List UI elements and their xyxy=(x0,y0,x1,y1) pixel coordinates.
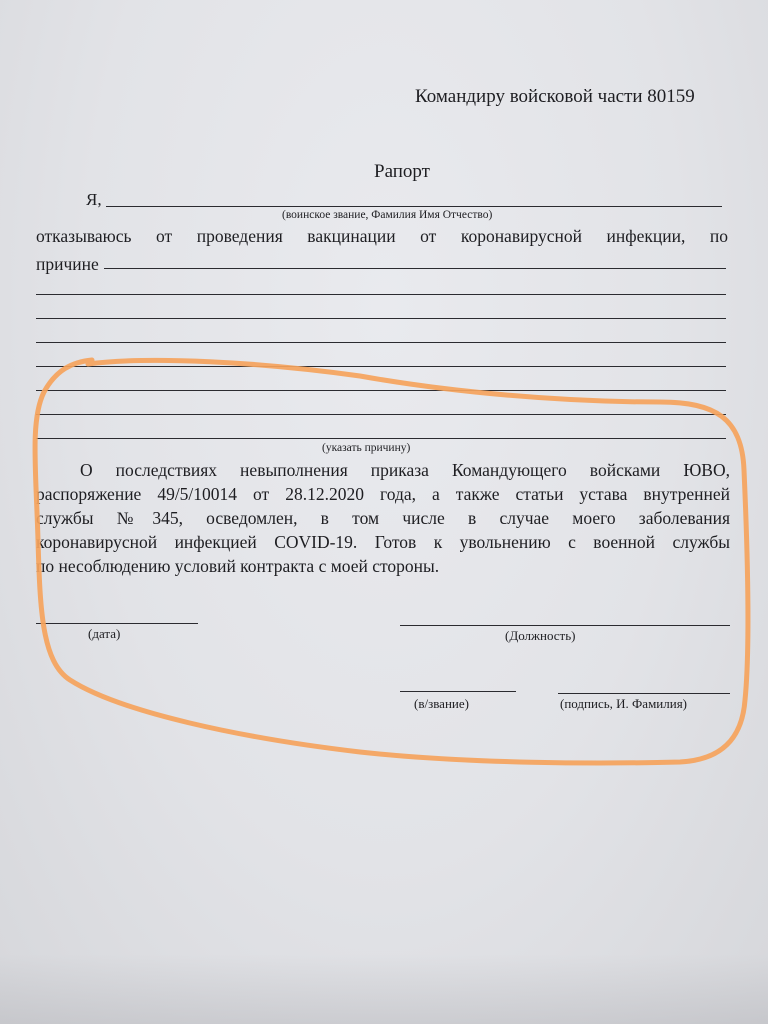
signature-caption: (подпись, И. Фамилия) xyxy=(560,696,688,711)
addressee: Командиру войсковой части 80159 xyxy=(415,86,695,107)
reason-label: причине xyxy=(36,254,99,274)
reason-caption: (указать причину) xyxy=(322,442,411,454)
highlighter-stroke xyxy=(35,360,748,763)
paragraph-line: службы №345, осведомлен, в том числе в случае моего заболевания xyxy=(36,508,730,528)
ya-label: Я, xyxy=(86,190,102,209)
paragraph-line: по несоблюдению условий контракта с моей стороны. xyxy=(36,556,440,576)
paragraph-line: распоряжение 49/5/10014 от 28.12.2020 года, а также статьи устава внутренней xyxy=(36,484,730,504)
position-caption: (Должность) xyxy=(505,628,576,643)
document-title: Рапорт xyxy=(374,161,430,182)
refusal-line: отказываюсь от проведения вакцинации от коронавирусной инфекции, по xyxy=(36,226,728,246)
paragraph-line: О последствиях невыполнения приказа Командующего войсками ЮВО, xyxy=(80,460,730,480)
bottom-shadow xyxy=(0,954,768,1024)
name-caption: (воинское звание, Фамилия Имя Отчество) xyxy=(282,209,493,221)
paragraph-line: коронавирусной инфекцией COVID-19. Готов к увольнению с военной службы xyxy=(36,532,730,552)
date-caption: (дата) xyxy=(88,626,121,641)
rank-caption: (в/звание) xyxy=(414,696,469,711)
